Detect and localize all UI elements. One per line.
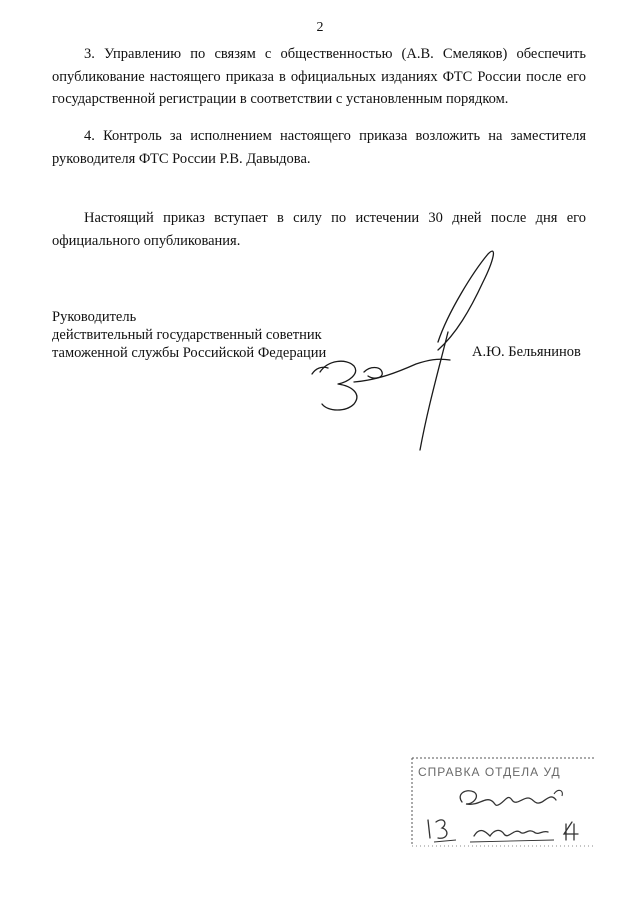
page-number: 2 [316,20,324,35]
svg-text:СПРАВКА ОТДЕЛА УД: СПРАВКА ОТДЕЛА УД [418,765,561,779]
body-paragraph-3 [52,43,586,111]
signer-title-line: таможенной службы Российской Федерации [52,345,327,361]
handwritten-signature [298,232,518,457]
body-paragraph-4 [52,125,586,170]
paragraph-text: 4. Контроль за исполнением настоящего приказа возложить на заместителя руководителя ФТС России Р.В. Давыдова. [52,128,586,167]
paragraph-text: 3. Управлению по связям с общественностью (А.В. Смеляков) обеспечить опубликование настоящего приказа в официальных изданиях ФТС России после его государственной регистрации в соответствии с установленным порядком. [52,46,586,107]
signer-name: А.Ю. Бельянинов [472,344,581,360]
signer-title-block [52,308,326,362]
paragraph-text: Настоящий приказ вступает в силу по истечении 30 дней после дня его официального опубликования. [52,210,586,249]
signer-title-line: Руководитель [52,309,137,325]
registry-stamp [404,754,600,848]
signer-title-line: действительный государственный советник [52,327,322,343]
